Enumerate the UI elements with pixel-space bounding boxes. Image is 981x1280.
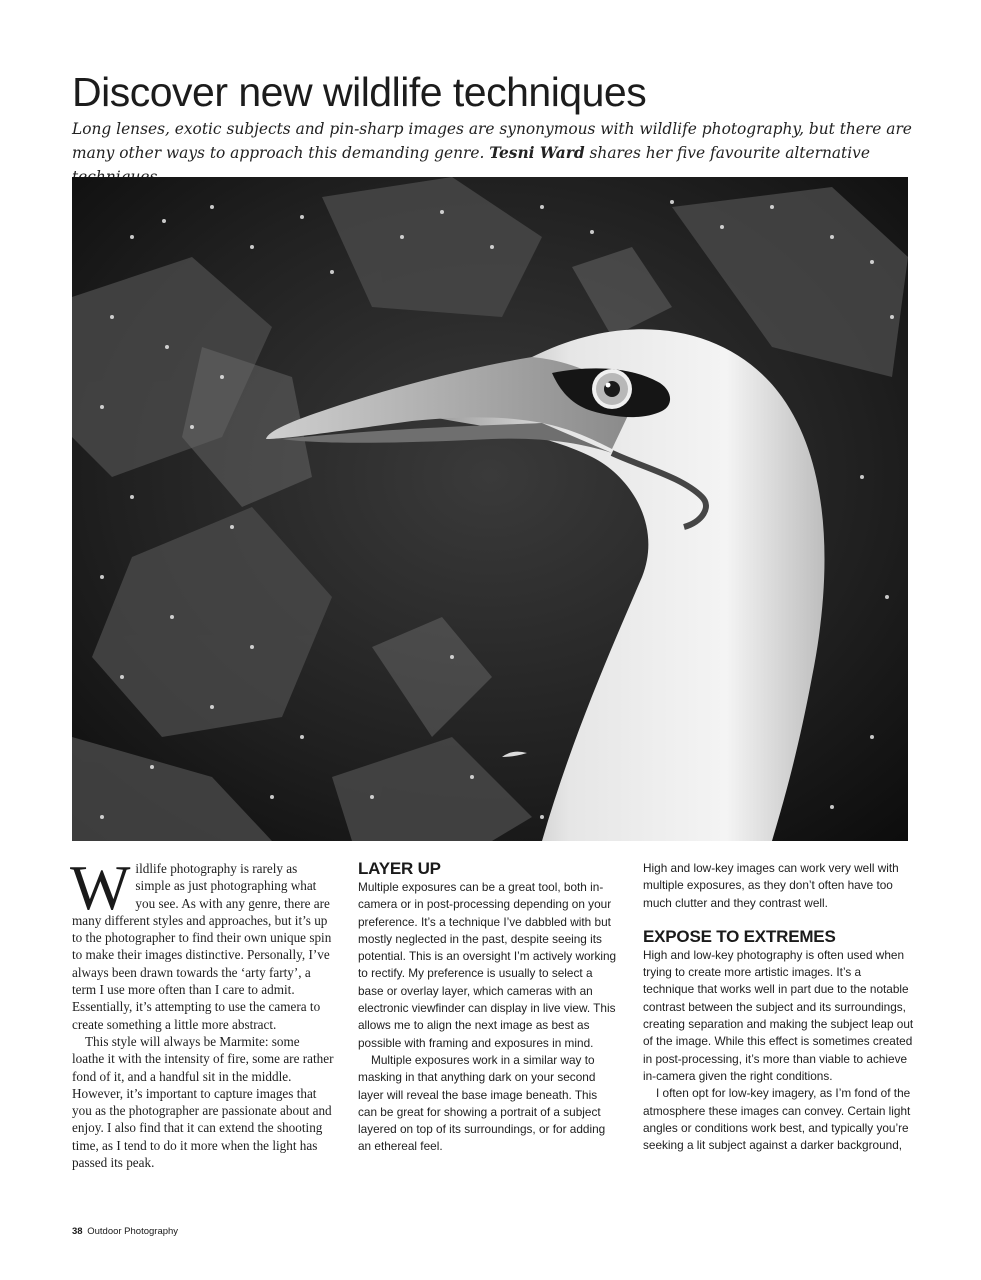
- paragraph: I often opt for low-key imagery, as I’m fond of the atmosphere these images can convey. Certain light angles or conditions work best, and typically you’re seeking a lit subject against a darker background,: [643, 1086, 911, 1153]
- page-number: 38: [72, 1226, 83, 1237]
- drop-cap: W: [70, 852, 131, 923]
- article-column-1: [70, 852, 334, 1171]
- gannet-photo: [72, 177, 908, 841]
- article-column-2: [358, 860, 618, 1156]
- page-folio: [72, 1226, 178, 1237]
- paragraph: [70, 852, 334, 1033]
- article-title: Discover new wildlife techniques: [72, 69, 647, 115]
- author-name: Tesni Ward: [489, 144, 585, 162]
- paragraph: Multiple exposures work in a similar way to masking in that anything dark on your second layer will reveal the base image beneath. This can be great for showing a portrait of a subject layered on top of its surroundings, or for adding an ethereal feel.: [358, 1052, 606, 1154]
- paragraph-text: ildlife photography is rarely as simple as just photographing what you see. As with any genre, there are many different styles and approaches, but it’s up to the photographer to find their own unique spin to make their images distinctive. Personally, I’ve always been drawn towards the ‘arty farty’, a term I use more often than I care to admit. Essentially, it’s attempting to use the camera to create something a little more abstract.: [72, 861, 332, 1032]
- section-heading-expose-to-extremes: EXPOSE TO EXTREMES: [643, 926, 836, 946]
- paragraph: High and low-key photography is often used when trying to create more artistic images. It’s a technique that works well in part due to the notable contrast between the subject and its surroundings, creating separation and making the subject leap out of the image. While this effect is sometimes created in post-processing, it’s more than viable to achieve in-camera given the right conditions.: [643, 947, 914, 1083]
- article-column-3: [643, 860, 915, 1154]
- standfirst-text-end: shares her five favourite alternative: [589, 144, 870, 162]
- paragraph: High and low-key images can work very well with multiple exposures, as they don’t often have too much clutter and they contrast well.: [643, 861, 899, 910]
- paragraph: Multiple exposures can be a great tool, both in-camera or in post-processing depending on your preference. It’s a technique I’ve dabbled with but mostly neglected in the past, despite seeing its potential. This is an oversight I’m actively working to rectify. My preference is usually to select a base or overlay layer, which cameras with an electronic viewfinder can display in live view. This allows me to align the next image as best as possible with framing and exposures in mind.: [358, 880, 617, 1050]
- section-heading-layer-up: LAYER UP: [358, 859, 441, 878]
- standfirst-text: Long lenses, exotic subjects and pin-sharp images are synonymous with wildlife photography, but there are many other ways to approach this demanding genre.: [72, 120, 912, 162]
- paragraph: This style will always be Marmite: some loathe it with the intensity of fire, some are rather fond of it, and a handful sit in the middle. However, it’s important to capture images that you as the photographer are passionate about and enjoy. I also find that it can extend the shooting time, as I tend to do it more when the light has passed its peak.: [72, 1033, 334, 1171]
- magazine-name: Outdoor Photography: [87, 1226, 179, 1237]
